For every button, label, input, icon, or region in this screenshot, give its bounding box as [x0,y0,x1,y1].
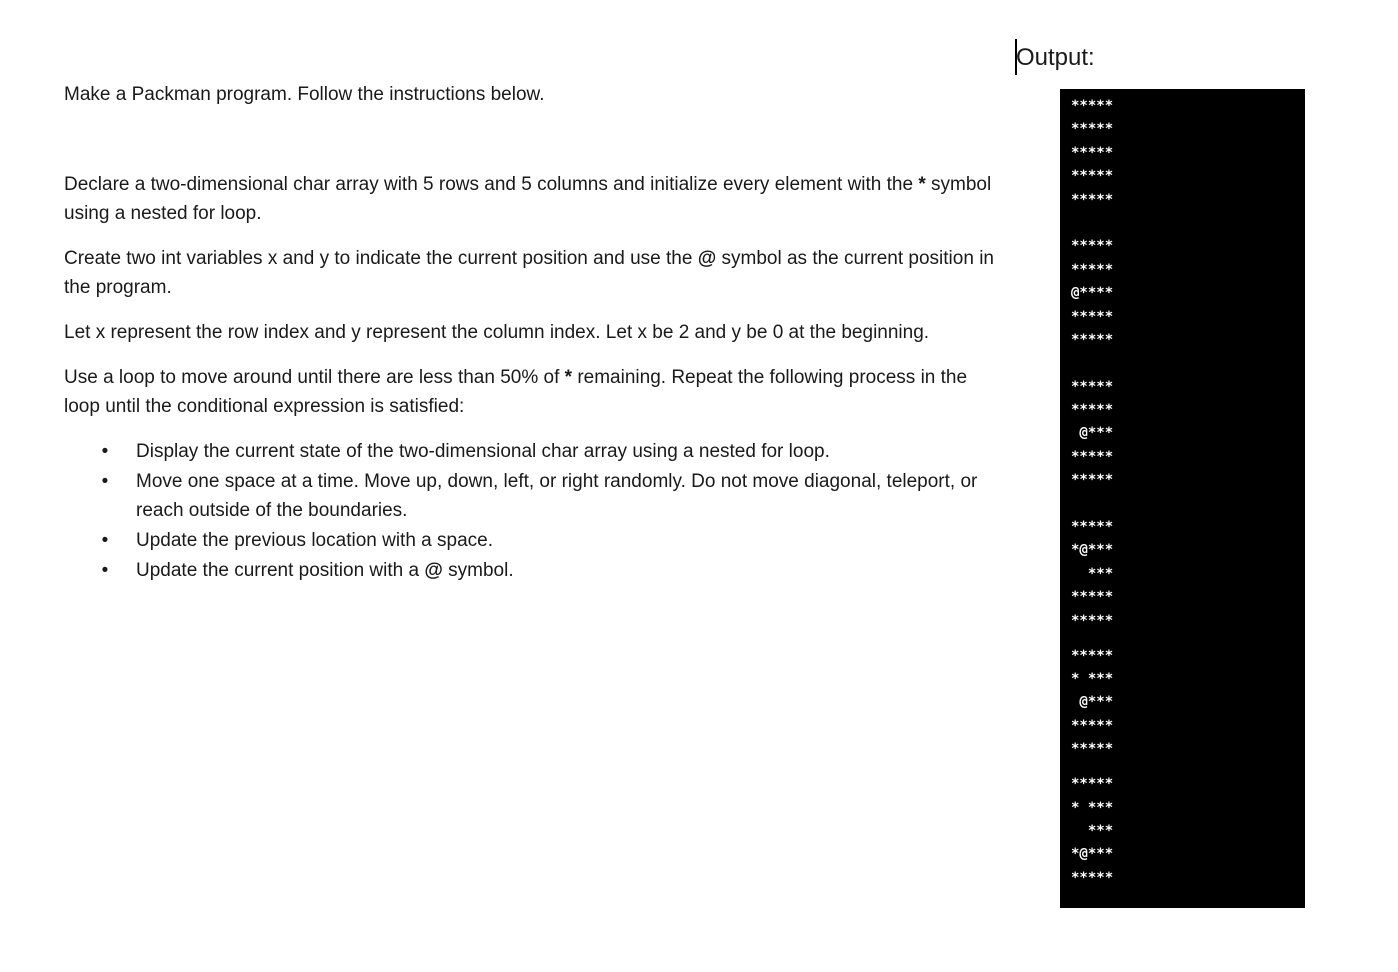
list-item-text: Move one space at a time. Move up, down, left, or right randomly. Do not move diagonal, teleport, or reach outside of the boundaries. [136,471,978,521]
console-frame [1071,516,1295,633]
console-line: ***** [1071,741,1114,758]
console-line: *@*** [1071,846,1114,863]
paragraph-text: Declare a two-dimensional char array with 5 rows and 5 columns and initialize every element with the [64,174,919,195]
list-item-text: Update the previous location with a space. [136,530,493,551]
bullet-icon: • [101,560,109,581]
paragraph-text: Create two int variables x and y to indicate the current position and use the [64,248,698,269]
paragraph-text: symbol using a nested for loop. [64,174,992,224]
console-line: ***** [1071,261,1114,278]
list-item-text: Display the current state of the two-dimensional char array using a nested for loop. [136,441,830,462]
console-line: ***** [1071,647,1114,664]
console-line: ***** [1071,308,1114,325]
console-output [1060,89,1305,908]
console-frame [1071,645,1295,762]
bullet-icon: • [101,441,109,462]
console-line: ***** [1071,776,1114,793]
console-line: ***** [1071,238,1114,255]
console-frame [1071,95,1295,212]
console-line: ***** [1071,191,1114,208]
console-line: @*** [1071,694,1114,711]
at-symbol: @ [697,248,717,269]
paragraph-loop [64,363,1004,421]
console-line: * *** [1071,799,1114,816]
console-frame [1071,773,1295,890]
list-item [64,526,1004,555]
paragraph-declare-array [64,170,1004,228]
console-line: ***** [1071,612,1114,629]
asterisk-symbol: * [564,367,573,388]
console-line: ***** [1071,519,1114,536]
console-line: ***** [1071,144,1114,161]
console-line: ***** [1071,589,1114,606]
paragraph-text: Use a loop to move around until there are less than 50% of [64,367,565,388]
at-symbol: @ [424,560,443,581]
list-item [64,437,1004,466]
list-item-text [136,560,514,581]
console-line: *@*** [1071,542,1114,559]
console-line: ***** [1071,168,1114,185]
paragraph-text: remaining. Repeat the following process in the loop until the conditional expression is satisfied: [64,367,968,417]
output-label: Output: [1016,44,1095,71]
console-line: * *** [1071,671,1114,688]
list-item-text-part: symbol. [442,560,514,581]
console-frame [1071,235,1295,352]
list-item-text-part: Update the current position with a [136,560,425,581]
console-line: *** [1071,823,1114,840]
console-line: ***** [1071,717,1114,734]
list-item [64,467,1004,525]
console-line: @*** [1071,425,1114,442]
console-frame [1071,376,1295,493]
paragraph-row-column-index: Let x represent the row index and y represent the column index. Let x be 2 and y be 0 at the beginning. [64,322,930,343]
console-line: ***** [1071,402,1114,419]
bullet-icon: • [101,471,109,492]
console-line: @**** [1071,285,1114,302]
console-line: ***** [1071,448,1114,465]
paragraph-text: symbol as the current position in the program. [64,248,994,298]
console-line: ***** [1071,331,1114,348]
console-line: *** [1071,565,1114,582]
console-line: ***** [1071,378,1114,395]
instructions-document [64,80,1004,586]
bullet-icon: • [101,530,109,551]
console-line: ***** [1071,121,1114,138]
list-item [64,556,1004,585]
intro-paragraph: Make a Packman program. Follow the instructions below. [64,84,545,105]
console-line: ***** [1071,472,1114,489]
asterisk-symbol: * [918,174,926,195]
instruction-list [64,437,1004,585]
console-line: ***** [1071,869,1114,886]
console-line: ***** [1071,98,1114,114]
paragraph-position-variables [64,244,1004,302]
